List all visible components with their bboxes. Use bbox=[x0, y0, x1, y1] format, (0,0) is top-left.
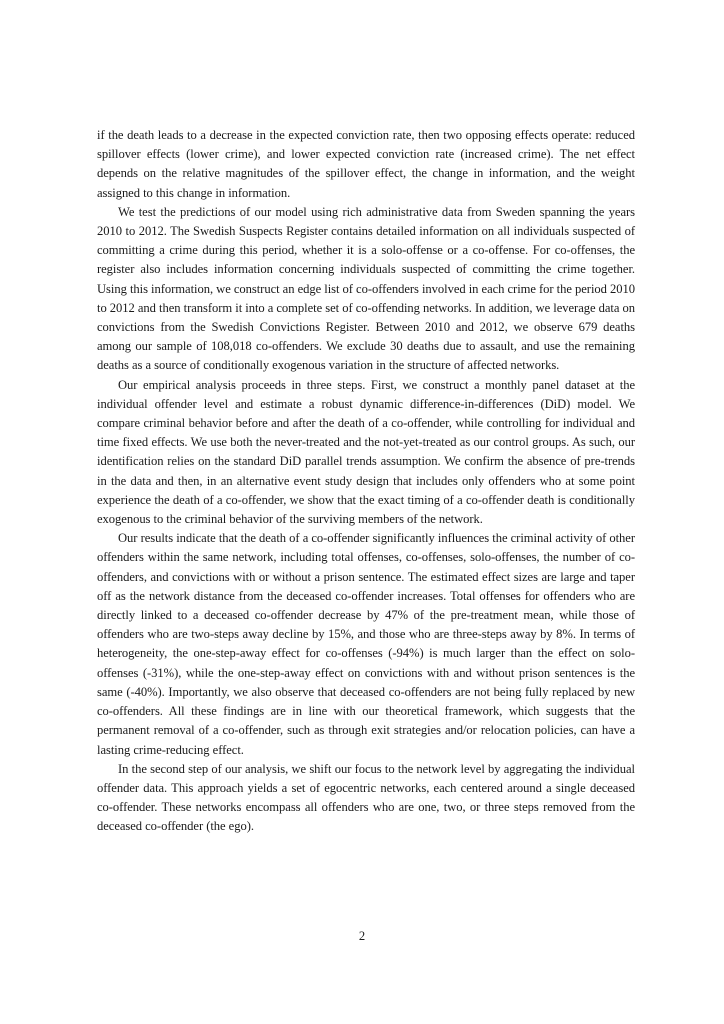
paragraph-empirical-analysis: Our empirical analysis proceeds in three steps. First, we construct a monthly panel dataset at the individual offender level and estimate a robust dynamic difference-in-differences (DiD) model. We compare criminal behavior before and after the death of a co-offender, while controlling for individual and time fixed effects. We use both the never-treated and the not-yet-treated as our control groups. As such, our identification relies on the standard DiD parallel trends assumption. We confirm the absence of pre-trends in the data and then, in an alternative event study design that includes only offenders who at some point experience the death of a co-offender, we show that the exact timing of a co-offender death is conditionally exogenous to the criminal behavior of the surviving members of the network. bbox=[97, 377, 635, 527]
paragraph-network-level: In the second step of our analysis, we shift our focus to the network level by aggregating the individual offender data. This approach yields a set of egocentric networks, each centered around a single deceased co-offender. These networks encompass all offenders who are one, two, or three steps removed from the deceased co-offender (the ego). bbox=[97, 761, 635, 834]
paragraph-continuation: if the death leads to a decrease in the expected conviction rate, then two opposing effects operate: reduced spillover effects (lower crime), and lower expected conviction rate (increased crime). The net effect depends on the relative magnitudes of the spillover effect, the change in information, and the weight assigned to this change in information. bbox=[97, 128, 635, 200]
page-number: 2 bbox=[358, 929, 366, 943]
page-body bbox=[97, 126, 635, 837]
paragraph-results: Our results indicate that the death of a co-offender significantly influences the criminal activity of other offenders within the same network, including total offenses, co-offenses, solo-offenses, the number of co-offenders, and convictions with or without a prison sentence. The estimated effect sizes are large and taper off as the network distance from the deceased co-offender increases. Total offenses for offenders who are directly linked to a deceased co-offender decrease by 47% of the pre-treatment mean, while those of offenders who are two-steps away decline by 15%, and those who are three-steps away by 8%. In terms of heterogeneity, the one-step-away effect for co-offenses (-94%) is much larger than the effect on solo-offenses (-31%), while the one-step-away effect on convictions with and without prison sentences is the same (-40%). Importantly, we also observe that deceased co-offenders are not being fully replaced by new co-offenders. All these findings are in line with our theoretical framework, which suggests that the permanent removal of a co-offender, such as through exit strategies and/or relocation policies, can have a lasting crime-reducing effect. bbox=[97, 531, 635, 757]
paragraph-data-description: We test the predictions of our model using rich administrative data from Sweden spanning the years 2010 to 2012. The Swedish Suspects Register contains detailed information on all individuals suspected of committing a crime during this period, whether it is a solo-offense or a co-offense. For co-offenses, the register also includes information concerning individuals suspected of committing the crime together. Using this information, we construct an edge list of co-offenders involved in each crime for the period 2010 to 2012 and then transform it into a complete set of co-offending networks. In addition, we leverage data on convictions from the Swedish Convictions Register. Between 2010 and 2012, we observe 679 deaths among our sample of 108,018 co-offenders. We exclude 30 deaths due to assault, and use the remaining deaths as a source of conditionally exogenous variation in the structure of affected networks. bbox=[97, 204, 635, 373]
